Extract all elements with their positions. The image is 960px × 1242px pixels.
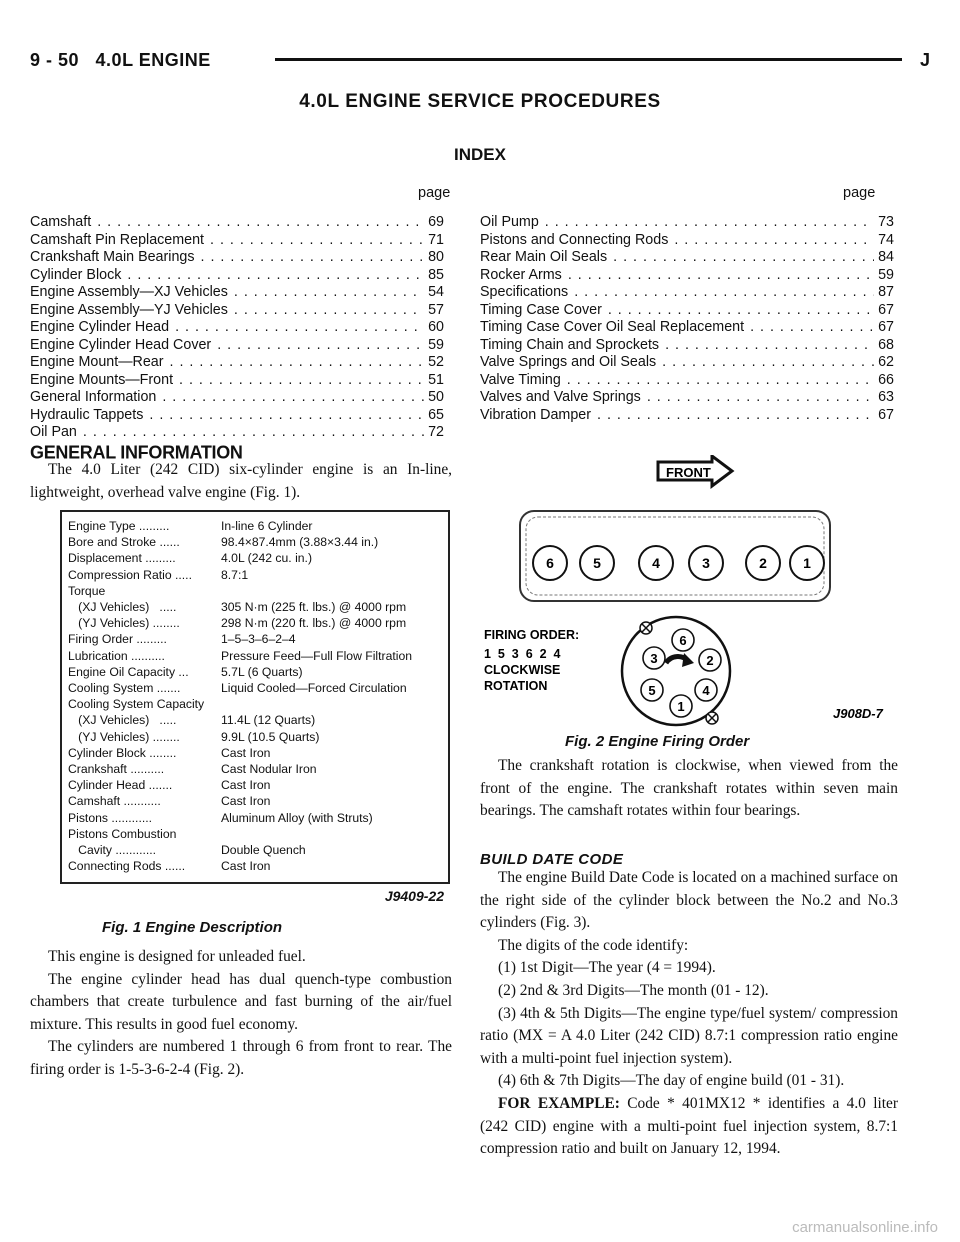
spec-row [68, 567, 412, 583]
spec-row [68, 810, 412, 826]
spec-value [221, 583, 412, 599]
spec-table [68, 518, 412, 874]
index-entry-label: Engine Mounts—Front [30, 371, 174, 388]
svg-text:1: 1 [803, 555, 811, 571]
spec-key: Cavity ............ [68, 843, 157, 858]
spec-row [68, 712, 412, 728]
svg-text:1: 1 [677, 699, 685, 714]
index-leader-dots [201, 249, 425, 267]
firing-order-value: 1 5 3 6 2 4 [484, 647, 561, 661]
index-entry-page: 59 [878, 266, 894, 283]
spec-key: Cooling System ....... [68, 681, 181, 696]
firing-order-label: FIRING ORDER: [484, 628, 580, 642]
fig1-engine-description [60, 510, 448, 904]
index-entry [480, 267, 894, 285]
index-entry-label: General Information [30, 389, 157, 405]
index-entry [30, 354, 444, 372]
spec-value: Cast Iron [221, 859, 271, 874]
index-leader-dots [545, 214, 874, 232]
spec-value [221, 826, 412, 842]
spec-value [221, 696, 412, 712]
example-label: FOR EXAMPLE: [498, 1094, 620, 1112]
spec-key: Lubrication .......... [68, 648, 165, 663]
paragraph-fuel: This engine is designed for unleaded fuel. [48, 948, 306, 965]
spec-key: Engine Type ......... [68, 519, 170, 533]
build-paragraph-1: The engine Build Date Code is located on a machined surface on the right side of the cylinder block between the No.2 and No.3 cylinders (Fig. 3). [480, 869, 898, 932]
spec-value: Double Quench [221, 843, 306, 858]
index-leader-dots [210, 232, 424, 250]
index-entry [480, 284, 894, 302]
general-body [30, 946, 452, 1082]
spec-key: Bore and Stroke ...... [68, 535, 180, 550]
index-entry-label: Engine Mount—Rear [30, 354, 164, 370]
paragraph-cylinders: The cylinders are numbered 1 through 6 from front to rear. The firing order is 1-5-3-6-2-4 (Fig. 2). [30, 1038, 452, 1078]
index-entry-page: 72 [428, 424, 444, 440]
spec-key: Cooling System Capacity [68, 697, 205, 712]
spec-value: Cast Nodular Iron [221, 762, 317, 777]
index-entry-label: Cylinder Block [30, 266, 122, 283]
index-entry-label: Timing Case Cover Oil Seal Replacement [480, 319, 745, 335]
index-entry-label: Oil Pan [30, 424, 77, 440]
example-text: Code * 401MX12 * identifies a 4.0 liter (242 CID) engine with a multi-point fuel injection system, 8.7:1 compression ratio and built on January 12, 1994. [480, 1094, 898, 1158]
index-entry [30, 389, 444, 407]
section-number: 9 - 50 [30, 50, 80, 70]
header-letter: J [919, 50, 930, 70]
spec-value: Cast Iron [221, 778, 271, 793]
svg-text:6: 6 [546, 555, 554, 571]
index-entry-label: Camshaft [30, 214, 92, 230]
index-page-label-left: page [418, 185, 451, 201]
index-entry-page: 80 [428, 249, 444, 265]
index-entry [480, 249, 894, 267]
header-section [30, 50, 211, 71]
spec-table-frame [60, 510, 450, 884]
spec-key: Pistons Combustion [68, 826, 177, 841]
spec-value: Cast Iron [221, 745, 271, 760]
index-entry-label: Vibration Damper [480, 406, 591, 423]
general-intro [30, 459, 452, 504]
index-entry-label: Valves and Valve Springs [480, 389, 641, 405]
index-leader-dots [674, 232, 874, 250]
cylinder-row [533, 546, 824, 580]
spec-value: 9.9L (10.5 Quarts) [221, 729, 320, 744]
index-entry [480, 214, 894, 232]
index-entry [30, 267, 444, 285]
spec-value: 8.7:1 [221, 567, 249, 582]
spec-row [68, 826, 412, 842]
fig1-code: J9409-22 [384, 888, 444, 904]
build-item-1: (1) 1st Digit—The year (4 = 1994). [498, 959, 716, 977]
spec-value: In-line 6 Cylinder [221, 519, 313, 533]
build-item-2: (2) 2nd & 3rd Digits—The month (01 - 12). [498, 981, 769, 999]
general-information-heading: GENERAL INFORMATION [30, 441, 243, 463]
index-entry-label: Crankshaft Main Bearings [30, 249, 195, 265]
index-entry-label: Engine Assembly—YJ Vehicles [30, 301, 228, 318]
spec-value: Cast Iron [221, 794, 271, 809]
spec-row [68, 842, 412, 858]
spec-key: Compression Ratio ..... [68, 567, 192, 582]
index-entry [480, 302, 894, 320]
spec-row [68, 648, 412, 664]
spec-key: Connecting Rods ...... [68, 859, 186, 874]
build-date-body [480, 867, 898, 1161]
index-entry-page: 73 [878, 214, 894, 230]
svg-text:5: 5 [648, 683, 656, 698]
index-entry-page: 67 [878, 319, 894, 335]
index-entry [480, 337, 894, 355]
index-entry-label: Camshaft Pin Replacement [30, 231, 205, 248]
clockwise-label: CLOCKWISE [484, 663, 561, 677]
spec-key: Cylinder Block ........ [68, 745, 177, 760]
index-entry [30, 319, 444, 337]
svg-text:3: 3 [702, 555, 710, 571]
rotation-label: ROTATION [484, 679, 548, 693]
spec-value: 298 N·m (220 ft. lbs.) @ 4000 rpm [221, 616, 407, 631]
svg-text:2: 2 [759, 555, 767, 571]
index-entry-page: 68 [878, 336, 894, 353]
index-page-label-right: page [843, 185, 876, 201]
svg-text:5: 5 [593, 555, 601, 571]
spec-row [68, 858, 412, 874]
spec-value: 305 N·m (225 ft. lbs.) @ 4000 rpm [221, 600, 407, 615]
spec-row [68, 631, 412, 647]
spec-value: 98.4×87.4mm (3.88×3.44 in.) [221, 535, 379, 550]
index-entry-label: Valve Springs and Oil Seals [480, 354, 657, 370]
spec-value: Aluminum Alloy (with Struts) [221, 810, 373, 825]
spec-key: Torque [68, 583, 106, 598]
index-entry-page: 87 [878, 284, 894, 300]
index-entry-page: 59 [428, 336, 444, 353]
index-entry-label: Engine Cylinder Head Cover [30, 336, 212, 353]
spec-row [68, 777, 412, 793]
index-entry-label: Oil Pump [480, 214, 539, 230]
spec-row [68, 583, 412, 599]
spec-key: Pistons ............ [68, 810, 152, 825]
index-leader-dots [234, 284, 424, 302]
index-leader-dots [234, 302, 424, 320]
spec-key: (XJ Vehicles) ..... [68, 600, 177, 615]
spec-key: Displacement ......... [68, 551, 176, 566]
index-entry [30, 249, 444, 267]
index-title: INDEX [454, 145, 506, 164]
index-entry-page: 65 [428, 406, 444, 423]
spec-key: Firing Order ......... [68, 632, 167, 647]
index-list-left [30, 214, 444, 442]
front-label: FRONT [666, 465, 711, 480]
spec-key: Cylinder Head ....... [68, 778, 173, 793]
index-entry [30, 232, 444, 250]
index-entry [30, 337, 444, 355]
index-entry [480, 372, 894, 390]
spec-value: 5.7L (6 Quarts) [221, 664, 303, 679]
distributor-cap-icon [622, 617, 730, 725]
section-title: 4.0L ENGINE [95, 50, 211, 70]
page-header [30, 50, 930, 72]
spec-row [68, 664, 412, 680]
index-entry-page: 57 [428, 301, 444, 318]
spec-row [68, 696, 412, 712]
fig2-code: J908D-7 [833, 706, 883, 721]
index-entry-label: Hydraulic Tappets [30, 406, 144, 423]
spec-row [68, 761, 412, 777]
index-leader-dots [597, 407, 874, 425]
index-entry-page: 62 [878, 354, 894, 370]
index-entry-page: 52 [428, 354, 444, 370]
index-leader-dots [175, 319, 424, 337]
index-entry [30, 302, 444, 320]
svg-text:2: 2 [706, 653, 714, 668]
spec-row [68, 680, 412, 696]
index-entry-page: 63 [878, 389, 894, 405]
index-entry [30, 284, 444, 302]
spec-key: Crankshaft .......... [68, 762, 165, 777]
index-entry [30, 372, 444, 390]
index-entry-page: 67 [878, 301, 894, 318]
front-arrow-icon [658, 456, 732, 486]
spec-value: Liquid Cooled—Forced Circulation [221, 681, 407, 696]
build-date-code-heading: BUILD DATE CODE [480, 851, 624, 868]
index-entry-page: 60 [428, 319, 444, 335]
index-entry [480, 354, 894, 372]
index-leader-dots [162, 389, 424, 407]
spec-row [68, 615, 412, 631]
paragraph-cylinder-head: The engine cylinder head has dual quench-type combustion chambers that create turbulence and fast burning of the air/fuel mixture. This results in good fuel economy. [30, 970, 452, 1033]
index-leader-dots [613, 249, 874, 267]
spec-key: (YJ Vehicles) ........ [68, 729, 180, 744]
index-leader-dots [662, 354, 874, 372]
build-item-3: (3) 4th & 5th Digits—The engine type/fuel system/ compression ratio (MX = A 4.0 Liter (242 CID) 8.7:1 compression ratio engine with a multi-point fuel injection system). [480, 1004, 898, 1067]
index-leader-dots [83, 424, 424, 442]
svg-text:6: 6 [679, 633, 687, 648]
spec-value: 1–5–3–6–2–4 [221, 632, 296, 647]
header-rule [275, 58, 902, 61]
spec-key: Camshaft ........... [68, 794, 161, 809]
index-entry-label: Timing Chain and Sprockets [480, 336, 660, 353]
index-entry-label: Specifications [480, 284, 569, 300]
index-leader-dots [149, 407, 424, 425]
fig2-caption: Fig. 2 Engine Firing Order [565, 733, 750, 750]
index-entry [480, 232, 894, 250]
watermark-footer: carmanualsonline.info [792, 1219, 938, 1236]
spec-row [68, 729, 412, 745]
index-entry [480, 407, 894, 425]
example-paragraph [480, 1093, 898, 1161]
spec-key: (XJ Vehicles) ..... [68, 713, 177, 728]
crankshaft-paragraph: The crankshaft rotation is clockwise, when viewed from the front of the engine. The crankshaft rotates within seven main bearings. The camshaft rotates within four bearings. [480, 757, 898, 820]
spec-value: 4.0L (242 cu. in.) [221, 551, 313, 566]
spec-key: (YJ Vehicles) ........ [68, 616, 180, 631]
index-leader-dots [567, 372, 874, 390]
spec-row [68, 550, 412, 566]
page-title: 4.0L ENGINE SERVICE PROCEDURES [299, 91, 661, 112]
index-list-right [480, 214, 894, 424]
build-item-4: (4) 6th & 7th Digits—The day of engine build (01 - 31). [498, 1072, 845, 1090]
index-entry-page: 50 [428, 389, 444, 405]
fig2-firing-order-diagram [480, 455, 900, 735]
index-entry [30, 407, 444, 425]
svg-text:3: 3 [650, 651, 658, 666]
index-entry-page: 66 [878, 371, 894, 388]
index-entry-page: 74 [878, 231, 894, 248]
index-entry-label: Timing Case Cover [480, 301, 602, 318]
index-entry-page: 67 [878, 406, 894, 423]
index-entry-page: 84 [878, 249, 894, 265]
fig1-caption: Fig. 1 Engine Description [102, 919, 283, 936]
right-body [480, 755, 898, 823]
index-entry-label: Engine Assembly—XJ Vehicles [30, 284, 228, 300]
index-entry [30, 424, 444, 442]
index-leader-dots [665, 337, 874, 355]
index-entry-page: 71 [428, 231, 444, 248]
index-entry [480, 389, 894, 407]
index-leader-dots [127, 267, 424, 285]
index-entry-label: Valve Timing [480, 371, 561, 388]
index-entry-label: Pistons and Connecting Rods [480, 231, 669, 248]
svg-text:4: 4 [702, 683, 710, 698]
index-entry [480, 319, 894, 337]
firing-order-legend [484, 628, 579, 693]
spec-row [68, 534, 412, 550]
index-entry-page: 51 [428, 371, 444, 388]
index-entry [30, 214, 444, 232]
index-leader-dots [750, 319, 874, 337]
spec-value: Pressure Feed—Full Flow Filtration [221, 648, 412, 663]
index-entry-page: 54 [428, 284, 444, 300]
index-leader-dots [647, 389, 874, 407]
spec-key: Engine Oil Capacity ... [68, 664, 189, 679]
index-entry-label: Rear Main Oil Seals [480, 249, 608, 265]
spec-row [68, 518, 412, 534]
index-leader-dots [217, 337, 424, 355]
spec-row [68, 599, 412, 615]
spec-row [68, 745, 412, 761]
index-entry-label: Engine Cylinder Head [30, 319, 170, 335]
index-leader-dots [568, 267, 874, 285]
spec-row [68, 793, 412, 809]
index-entry-page: 85 [428, 266, 444, 283]
index-leader-dots [179, 372, 424, 390]
index-leader-dots [608, 302, 874, 320]
build-paragraph-2: The digits of the code identify: [498, 936, 689, 954]
index-leader-dots [574, 284, 874, 302]
svg-text:4: 4 [652, 555, 660, 571]
index-entry-page: 69 [428, 214, 444, 230]
spec-value: 11.4L (12 Quarts) [221, 713, 316, 728]
intro-paragraph: The 4.0 Liter (242 CID) six-cylinder engine is an In-line, lightweight, overhead valve engine (Fig. 1). [30, 461, 452, 501]
index-entry-label: Rocker Arms [480, 266, 562, 283]
index-leader-dots [97, 214, 424, 232]
index-leader-dots [170, 354, 425, 372]
